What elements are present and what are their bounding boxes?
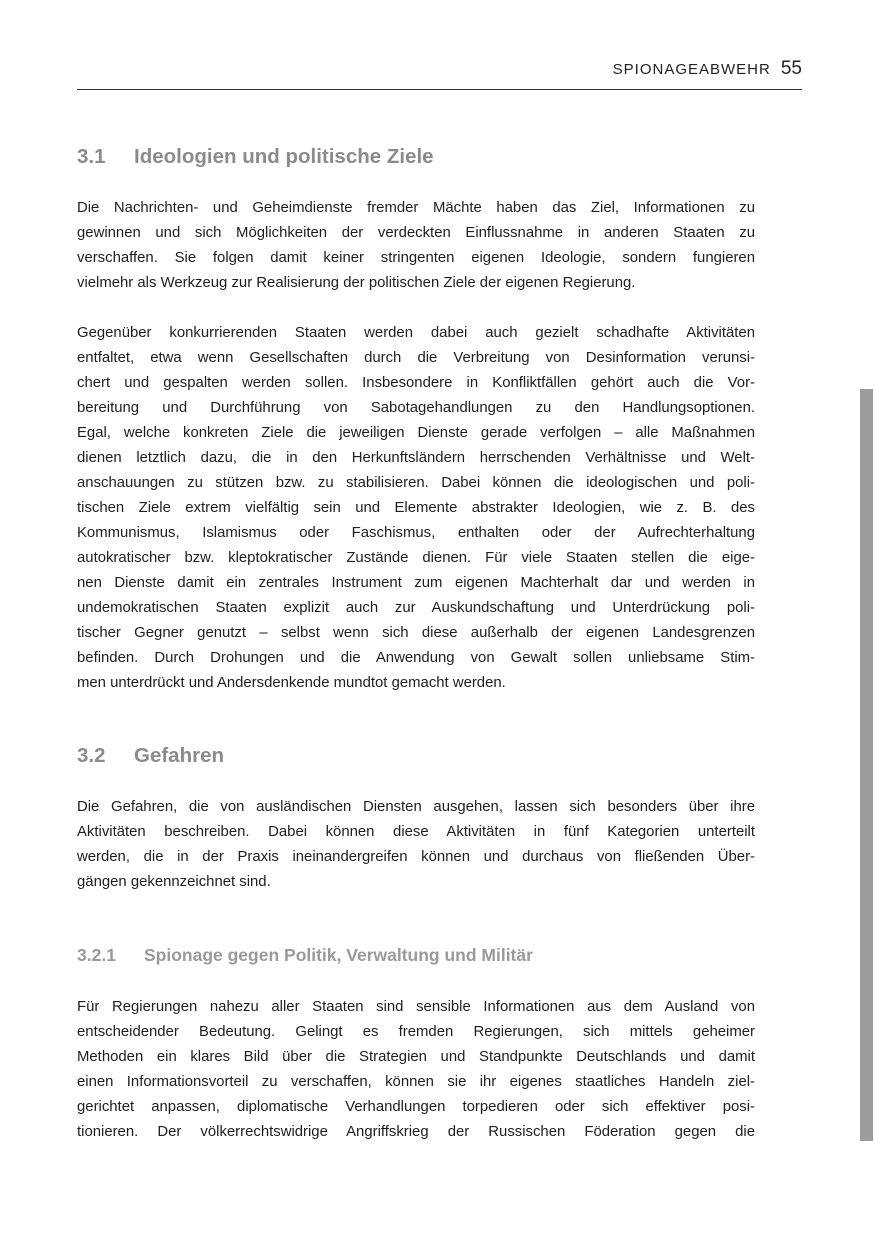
text-line: Die Gefahren, die von ausländischen Diensten ausgehen, lassen sich besonders über ihre	[77, 799, 755, 815]
paragraph-3-1-1	[77, 196, 755, 296]
text-line: gewinnen und sich Möglichkeiten der verdeckten Einflussnahme in anderen Staaten zu	[77, 225, 755, 241]
paragraph-3-2-1	[77, 795, 755, 895]
text-line: entscheidender Bedeutung. Gelingt es fremden Regierungen, sich mittels geheimer	[77, 1024, 755, 1040]
running-title: SPIONAGEABWEHR	[612, 61, 771, 78]
text-line: tischer Gegner genutzt – selbst wenn sich diese außerhalb der eigenen Landesgrenzen	[77, 625, 755, 641]
text-line: Für Regierungen nahezu aller Staaten sind sensible Informationen aus dem Ausland von	[77, 999, 755, 1015]
section-heading-3-2	[77, 744, 224, 768]
paragraph-3-2-1-1	[77, 995, 755, 1145]
text-line: anschauungen zu stützen bzw. zu stabilisieren. Dabei können die ideologischen und poli-	[77, 475, 755, 491]
text-line: Aktivitäten beschreiben. Dabei können diese Aktivitäten in fünf Kategorien unterteilt	[77, 824, 755, 840]
text-line: Kommunismus, Islamismus oder Faschismus, enthalten oder der Aufrechterhaltung	[77, 525, 755, 541]
text-line: dienen letztlich dazu, die in den Herkunftsländern herrschenden Verhältnisse und Welt-	[77, 450, 755, 466]
text-line: entfaltet, etwa wenn Gesellschaften durch die Verbreitung von Desinformation verunsi-	[77, 350, 755, 366]
subsection-heading-3-2-1	[77, 945, 533, 966]
text-line: vielmehr als Werkzeug zur Realisierung der politischen Ziele der eigenen Regierung.	[77, 275, 636, 291]
text-line: nen Dienste damit ein zentrales Instrument zum eigenen Machterhalt dar und werden in	[77, 575, 755, 591]
chapter-thumb-tab	[860, 389, 873, 1141]
section-heading-3-1	[77, 145, 434, 169]
text-line: men unterdrückt und Andersdenkende mundtot gemacht werden.	[77, 675, 506, 691]
text-line: befinden. Durch Drohungen und die Anwendung von Gewalt sollen unliebsame Stim-	[77, 650, 755, 666]
text-line: gerichtet anpassen, diplomatische Verhandlungen torpedieren oder sich effektiver posi-	[77, 1099, 755, 1115]
text-line: autokratischer bzw. kleptokratischer Zustände dienen. Für viele Staaten stellen die eige-	[77, 550, 755, 566]
text-line: verschaffen. Sie folgen damit keiner stringenten eigenen Ideologie, sondern fungieren	[77, 250, 755, 266]
section-number: 3.1	[77, 145, 106, 168]
text-line: Die Nachrichten- und Geheimdienste fremder Mächte haben das Ziel, Informationen zu	[77, 200, 755, 216]
section-title: Gefahren	[134, 744, 224, 767]
text-line: werden, die in der Praxis ineinandergreifen können und durchaus von fließenden Über-	[77, 849, 755, 865]
text-line: Methoden ein klares Bild über die Strategien und Standpunkte Deutschlands und damit	[77, 1049, 755, 1065]
text-line: Egal, welche konkreten Ziele die jeweiligen Dienste gerade verfolgen – alle Maßnahmen	[77, 425, 755, 441]
section-title: Ideologien und politische Ziele	[134, 145, 434, 168]
subsection-number: 3.2.1	[77, 945, 116, 965]
paragraph-3-1-2	[77, 321, 755, 696]
text-line: bereitung und Durchführung von Sabotagehandlungen zu den Handlungsoptionen.	[77, 400, 755, 416]
header-rule	[77, 89, 802, 90]
text-line: gängen gekennzeichnet sind.	[77, 874, 271, 890]
text-line: tischen Ziele extrem vielfältig sein und Elemente abstrakter Ideologien, wie z. B. des	[77, 500, 755, 516]
text-line: einen Informationsvorteil zu verschaffen, können sie ihr eigenes staatliches Handeln ziel-	[77, 1074, 755, 1090]
text-line: Gegenüber konkurrierenden Staaten werden dabei auch gezielt schadhafte Aktivitäten	[77, 325, 755, 341]
text-line: undemokratischen Staaten explizit auch zur Auskundschaftung und Unterdrückung poli-	[77, 600, 755, 616]
page-number: 55	[780, 58, 802, 79]
running-header	[77, 58, 802, 80]
text-line: chert und gespalten werden sollen. Insbesondere in Konfliktfällen gehört auch die Vor-	[77, 375, 755, 391]
text-line: tionieren. Der völkerrechtswidrige Angriffskrieg der Russischen Föderation gegen die	[77, 1124, 755, 1140]
subsection-title: Spionage gegen Politik, Verwaltung und Militär	[144, 945, 533, 965]
section-number: 3.2	[77, 744, 106, 767]
